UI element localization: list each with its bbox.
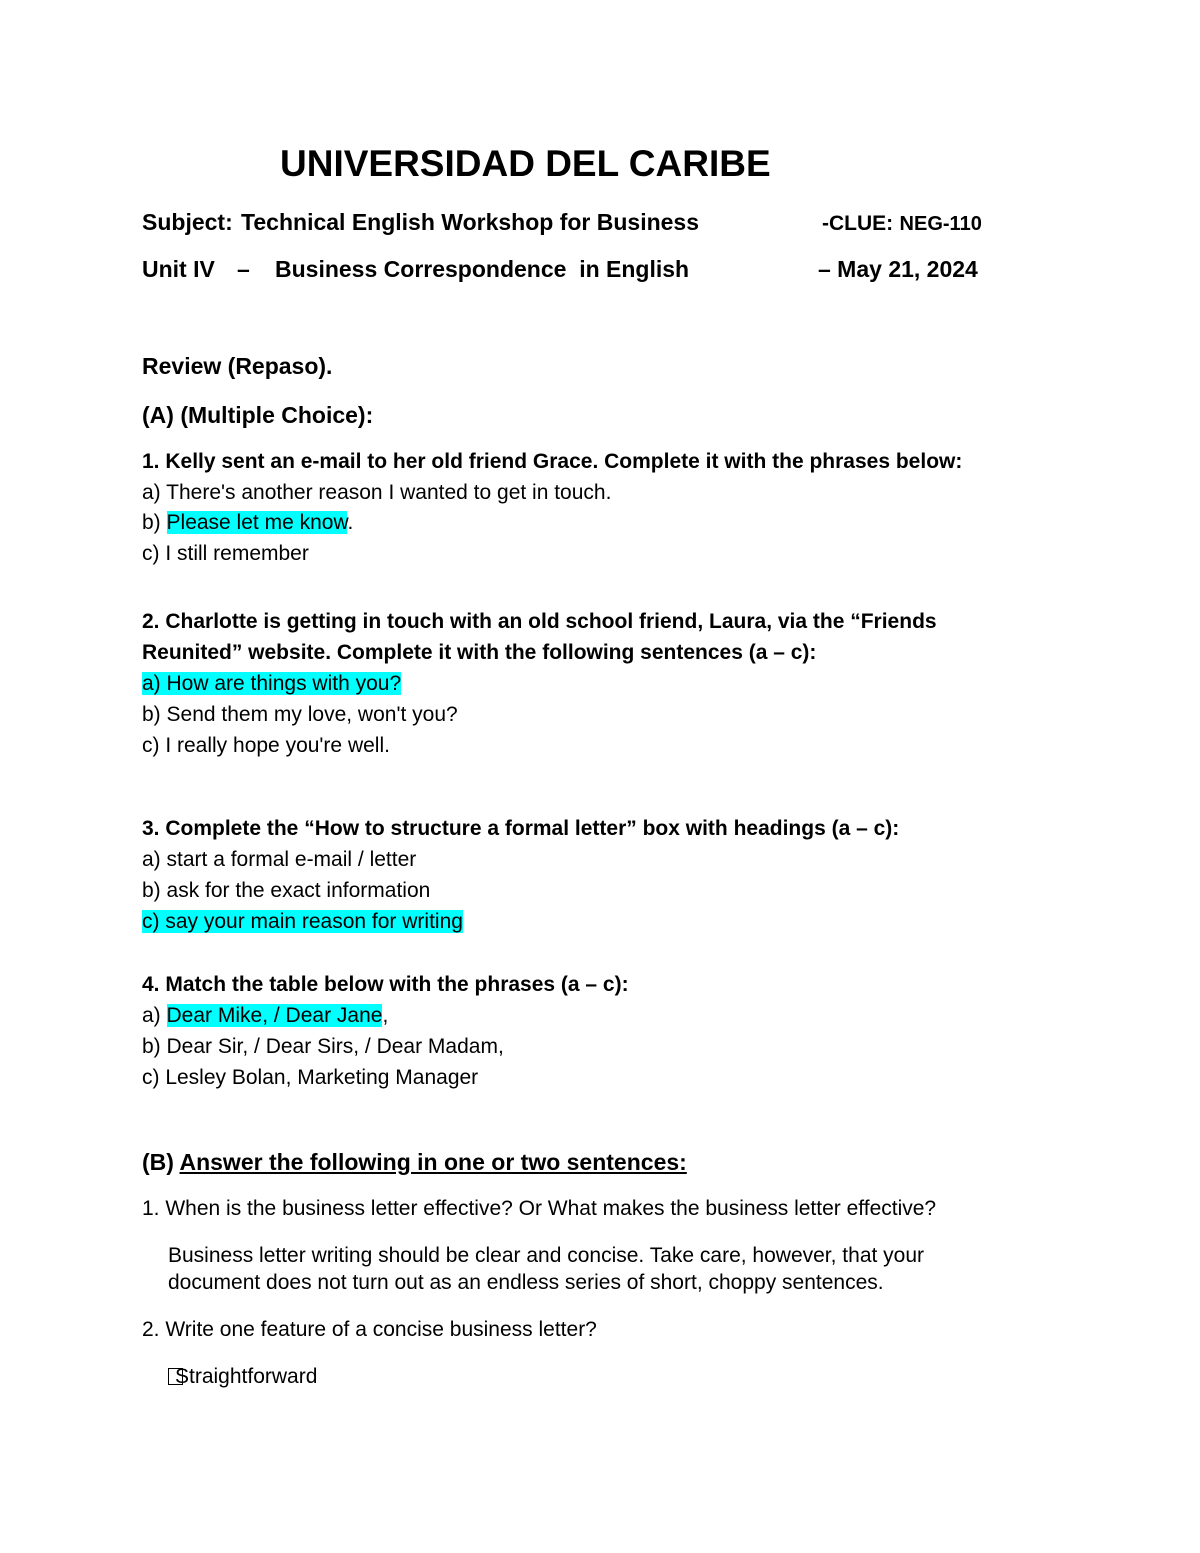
option-text: I still remember xyxy=(165,542,309,565)
highlighted-answer: Dear Mike, / Dear Jane xyxy=(166,1004,383,1027)
question-3-prompt: 3. Complete the “How to structure a formal letter” box with headings (a – c): xyxy=(142,817,900,840)
option-text: I really hope you're well. xyxy=(165,734,390,757)
section-b-heading: Answer the following in one or two sentences: xyxy=(179,1149,687,1175)
section-b-answer-1-line-2: document does not turn out as an endless series of short, choppy sentences. xyxy=(168,1271,884,1294)
option-prefix: a) xyxy=(142,848,167,871)
section-b-question-1: 1. When is the business letter effective? Or What makes the business letter effective? xyxy=(142,1197,937,1220)
page-title: UNIVERSIDAD DEL CARIBE xyxy=(280,143,771,184)
option-text: Send them my love, won't you? xyxy=(166,703,458,726)
option-prefix: a) xyxy=(142,1004,167,1027)
question-2-option-b xyxy=(142,702,458,728)
question-2-prompt-line-2: Reunited” website. Complete it with the following sentences (a – c): xyxy=(142,641,817,664)
question-3-option-a xyxy=(142,847,416,873)
option-text: There's another reason I wanted to get in touch. xyxy=(166,481,612,504)
clue-prefix: -CLUE: xyxy=(822,212,894,235)
question-4-option-a xyxy=(142,1003,388,1029)
section-a-title: (A) (Multiple Choice): xyxy=(142,402,374,428)
unit-dash: – xyxy=(237,256,250,282)
review-title: Review (Repaso). xyxy=(142,353,333,379)
question-2-option-c xyxy=(142,733,390,759)
unit-value: Business Correspondence in English xyxy=(275,256,690,282)
option-prefix: b) xyxy=(142,1035,167,1058)
option-suffix: , xyxy=(382,1004,389,1027)
highlighted-answer: a) How are things with you? xyxy=(142,672,402,695)
subject-line xyxy=(142,207,699,237)
checkbox-glyph-icon xyxy=(168,1368,183,1385)
question-3-option-c xyxy=(142,909,463,935)
section-b-answer-1-line-1: Business letter writing should be clear and concise. Take care, however, that your xyxy=(168,1244,925,1267)
question-4-prompt: 4. Match the table below with the phrases (a – c): xyxy=(142,973,629,996)
question-3-option-b xyxy=(142,878,430,904)
clue-line xyxy=(822,207,982,239)
option-prefix: b) xyxy=(142,879,167,902)
question-1-option-a xyxy=(142,480,611,506)
clue-value: NEG-110 xyxy=(899,213,982,235)
question-1-option-b xyxy=(142,510,353,536)
option-text: ask for the exact information xyxy=(166,879,431,902)
option-prefix: c) xyxy=(142,734,166,757)
option-text: Lesley Bolan, Marketing Manager xyxy=(165,1066,479,1089)
question-4-option-b xyxy=(142,1034,504,1060)
option-text: Dear Sir, / Dear Sirs, / Dear Madam, xyxy=(166,1035,504,1058)
subject-value: Technical English Workshop for Business xyxy=(241,209,700,235)
date: – May 21, 2024 xyxy=(818,256,978,282)
subject-label: Subject: xyxy=(142,209,233,235)
unit-label: Unit IV xyxy=(142,256,215,282)
question-2-option-a xyxy=(142,671,401,697)
section-b-answer-2 xyxy=(168,1364,317,1390)
question-2-prompt-line-1: 2. Charlotte is getting in touch with an old school friend, Laura, via the “Friends xyxy=(142,610,937,633)
answer-2-text: Straightforward xyxy=(175,1365,318,1388)
option-prefix: b) xyxy=(142,511,167,534)
section-b-label: (B) xyxy=(142,1149,174,1175)
question-1-option-c xyxy=(142,541,309,567)
highlighted-answer: Please let me know xyxy=(166,511,348,534)
section-b-question-2: 2. Write one feature of a concise business letter? xyxy=(142,1318,597,1341)
option-prefix: c) xyxy=(142,1066,166,1089)
question-4-option-c xyxy=(142,1065,478,1091)
option-prefix: b) xyxy=(142,703,167,726)
option-prefix: a) xyxy=(142,481,167,504)
section-b-title xyxy=(142,1147,687,1177)
option-suffix: . xyxy=(347,511,354,534)
highlighted-answer: c) say your main reason for writing xyxy=(142,910,463,933)
option-prefix: c) xyxy=(142,542,166,565)
option-text: start a formal e-mail / letter xyxy=(166,848,417,871)
question-1-prompt: 1. Kelly sent an e-mail to her old friend Grace. Complete it with the phrases below: xyxy=(142,450,963,473)
